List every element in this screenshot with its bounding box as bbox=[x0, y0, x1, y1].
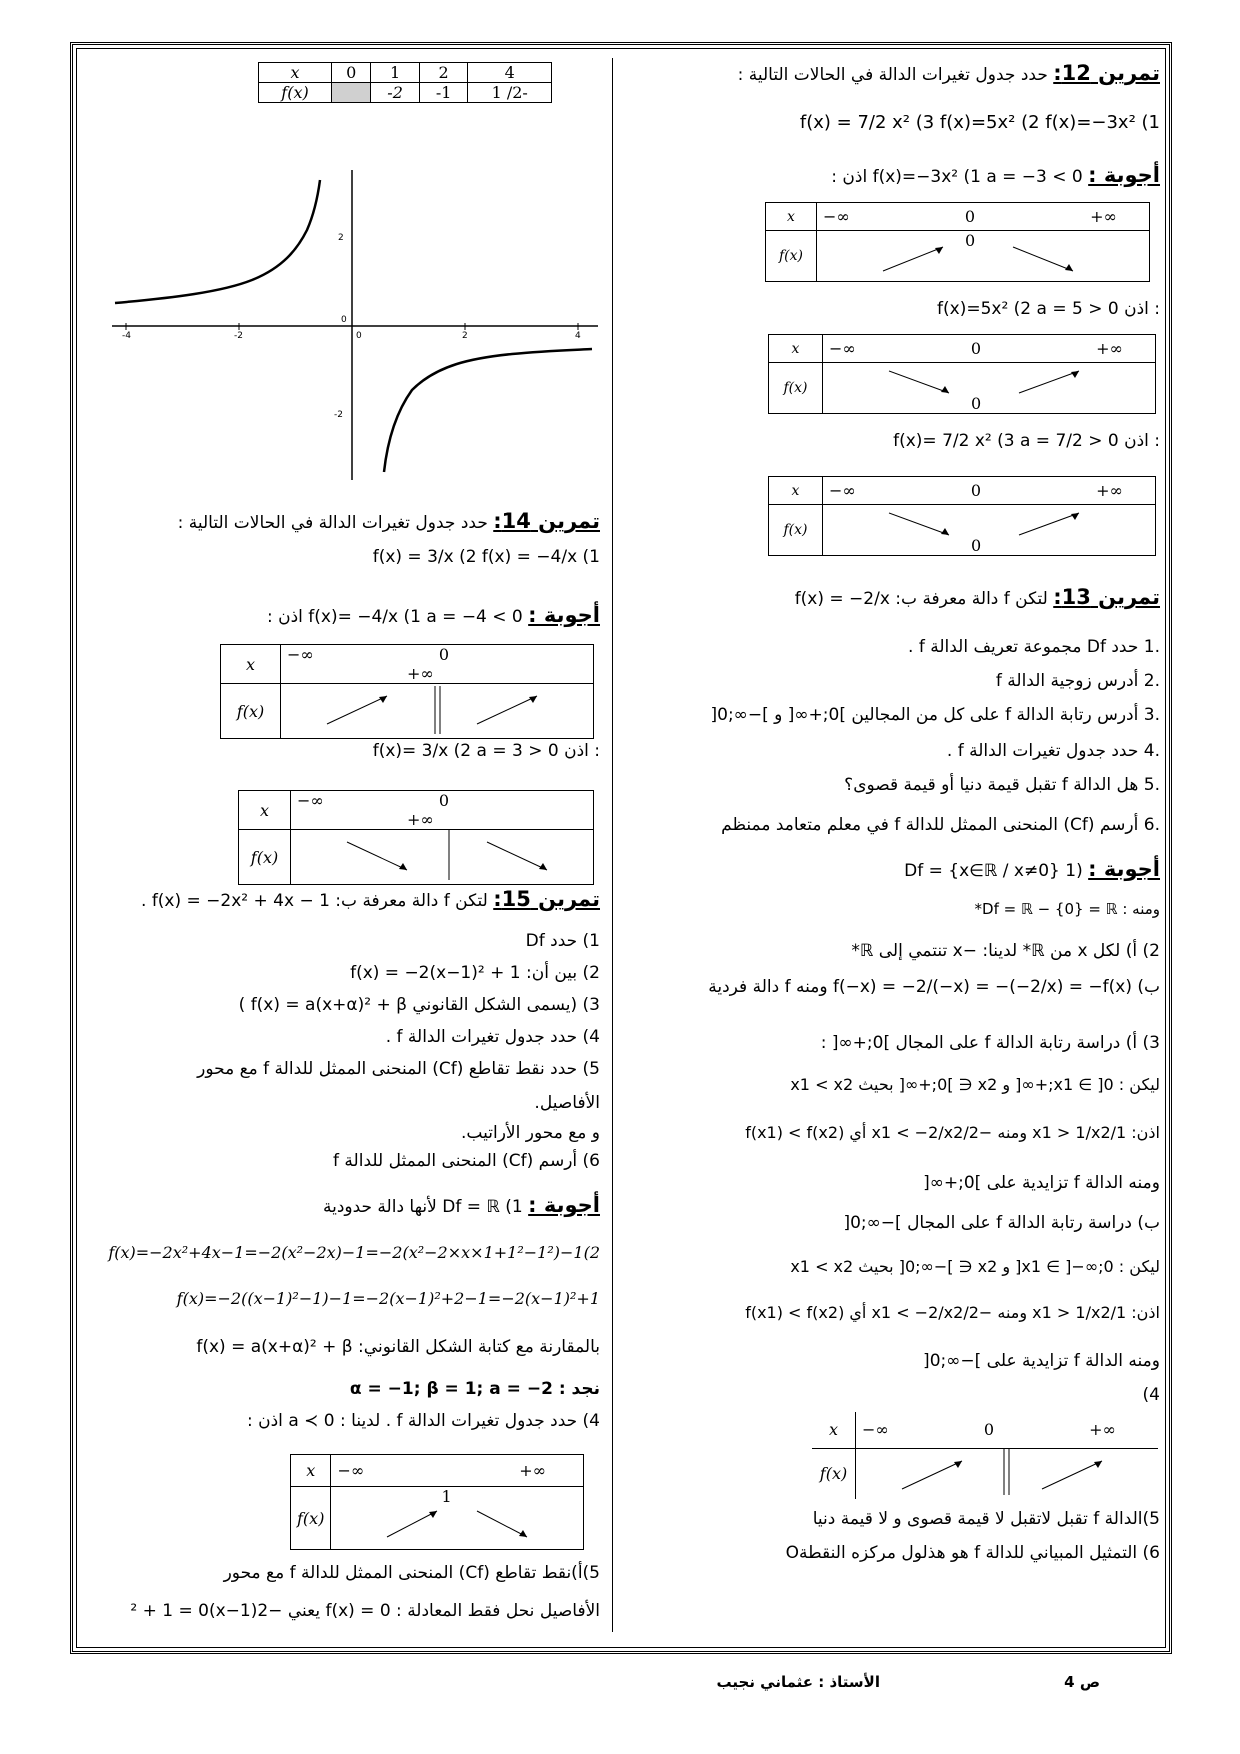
ex14-answer2: f(x)= 3/x (2 a = 3 > 0 اذن : bbox=[372, 741, 600, 761]
arrows-cell bbox=[823, 363, 1156, 414]
zero: 0 bbox=[970, 339, 982, 358]
table-head-x: x bbox=[221, 645, 281, 684]
table-row-label: f(x) bbox=[221, 684, 281, 739]
ex15-answer2: f(x)=−2x²+4x−1=−2(x²−2x)−1=−2(x²−2×x×1+1²−1²)−1(2 bbox=[108, 1243, 600, 1262]
ex15-answer2b: f(x)=−2((x−1)²−1)−1=−2(x−1)²+2−1=−2(x−1)²+1 bbox=[176, 1289, 600, 1308]
decrease-increase-arrows bbox=[829, 505, 1149, 551]
origin-label: 0 bbox=[341, 315, 347, 325]
ex13-item: .1 حدد Df مجموعة تعريف الدالة f . bbox=[908, 637, 1160, 657]
ex15-answers-title: أجوبة : bbox=[528, 1193, 600, 1217]
arrows-cell bbox=[291, 830, 594, 885]
ex15-item: الأفاصيل. bbox=[534, 1093, 600, 1113]
ex12-statement: حدد جدول تغيرات الدالة في الحالات التالية : bbox=[737, 65, 1048, 85]
ex14-statement: حدد جدول تغيرات الدالة في الحالات التالية : bbox=[177, 513, 488, 533]
ex13-answer3g: اذن: 1/x1 > 1/x2 ومنه −2/x1 < −2/x2 أي f(x1) < f(x2) bbox=[745, 1303, 1160, 1322]
zero: 0 bbox=[438, 791, 450, 810]
ex12-answer3: f(x)= 7/2 x² (3 a = 7/2 > 0 اذن : bbox=[893, 431, 1160, 451]
minus-infinity: −∞ bbox=[862, 1420, 889, 1440]
increasing-arrows bbox=[287, 684, 587, 734]
origin-label: 0 bbox=[356, 331, 362, 341]
ex15-answer5b: الأفاصيل نحل فقط المعادلة : f(x) = 0 يعني −2(x−1)² + 1 = 0 bbox=[130, 1601, 600, 1621]
ex15-item: 1) حدد Df bbox=[525, 931, 600, 951]
minus-infinity: −∞ bbox=[287, 645, 314, 664]
y-tick-label: -2 bbox=[334, 410, 343, 420]
ex14-cases: f(x) = 3/x (2 f(x) = −4/x (1 bbox=[372, 547, 600, 567]
values-table bbox=[258, 62, 552, 103]
increase-decrease-arrows bbox=[337, 1487, 577, 1545]
ex13-answer3f: ليكن : x1 ∈ ]−∞;0[ و x2 ∈ ]−∞;0[ بحيث x1 < x2 bbox=[790, 1257, 1160, 1276]
ex15-answer2c: بالمقارنة مع كتابة الشكل القانوني: f(x) = a(x+α)² + β bbox=[196, 1337, 600, 1357]
ex13-answer3h: ومنه الدالة f تزايدية على ]−∞;0[ bbox=[923, 1351, 1160, 1371]
values-table-cell: -2 bbox=[371, 83, 420, 103]
ex14-answer1-line bbox=[150, 604, 600, 628]
table-head-values bbox=[817, 203, 1150, 231]
ex15-item: 2) بين أن: f(x) = −2(x−1)² + 1 bbox=[350, 963, 600, 983]
ex13-statement: لتكن f دالة معرفة ب: f(x) = −2/x bbox=[794, 589, 1048, 609]
plus-infinity: +∞ bbox=[1096, 481, 1123, 500]
x-tick-label: -4 bbox=[122, 331, 131, 341]
max-value: 1 bbox=[441, 1487, 452, 1506]
minus-infinity: −∞ bbox=[823, 207, 850, 226]
ex14-title: تمرين 14: bbox=[493, 509, 600, 533]
table-row-label: f(x) bbox=[769, 505, 823, 556]
ex15-answer1-line bbox=[104, 1194, 600, 1218]
ex13-answer1b: ومنه : Df = ℝ − {0} = ℝ* bbox=[974, 900, 1160, 918]
values-table-cell: 4 bbox=[468, 63, 552, 83]
ex13-answer3b: ليكن : x1 ∈ ]0;+∞[ و x2 ∈ ]0;+∞[ بحيث x1 < x2 bbox=[790, 1075, 1160, 1094]
zero: 0 bbox=[970, 481, 982, 500]
values-table-cell: -1 bbox=[419, 83, 468, 103]
table-row-label: f(x) bbox=[812, 1448, 856, 1499]
ex13-answer3d: ومنه الدالة f تزايدية على ]0;+∞[ bbox=[923, 1173, 1160, 1193]
ex13-answer3c: اذن: 1/x1 > 1/x2 ومنه −2/x1 < −2/x2 أي f(x1) < f(x2) bbox=[745, 1123, 1160, 1142]
extremum-value: 0 bbox=[971, 394, 982, 413]
plus-infinity: +∞ bbox=[407, 664, 434, 683]
ex15-answer4: 4) حدد جدول تغيرات الدالة f . لدينا : a ≺ 0 اذن : bbox=[246, 1411, 600, 1431]
ex13-item: .5 هل الدالة f تقبل قيمة دنيا أو قيمة قصوى؟ bbox=[844, 775, 1160, 795]
ex12-answer1-line bbox=[622, 164, 1160, 188]
plus-infinity: +∞ bbox=[1096, 339, 1123, 358]
ex13-answer1: (1 Df = {x∈ℝ / x≠0} bbox=[904, 861, 1083, 881]
minus-infinity: −∞ bbox=[829, 339, 856, 358]
values-table-cell-shaded bbox=[332, 83, 371, 103]
plus-infinity: +∞ bbox=[1090, 207, 1117, 226]
column-divider bbox=[612, 58, 613, 1632]
ex13-item: .2 أدرس زوجية الدالة f bbox=[995, 671, 1160, 691]
table-head-x: x bbox=[766, 203, 817, 231]
arrows-cell bbox=[823, 505, 1156, 556]
values-table-cell: 1 bbox=[371, 63, 420, 83]
values-table-cell: 2 bbox=[419, 63, 468, 83]
ex12-answers-title: أجوبة : bbox=[1088, 163, 1160, 187]
ex12-cases: f(x) = 7/2 x² (3 f(x)=5x² (2 f(x)=−3x² (1 bbox=[799, 112, 1160, 133]
table-head-values bbox=[823, 477, 1156, 505]
values-table-cell: f(x) bbox=[259, 83, 332, 103]
ex12-answer2: f(x)=5x² (2 a = 5 > 0 اذن : bbox=[937, 299, 1160, 319]
table-head-x: x bbox=[769, 477, 823, 505]
ex13-item: .6 أرسم (Cf) المنحنى الممثل للدالة f في معلم متعامد ممنظم bbox=[721, 815, 1160, 835]
plus-infinity: +∞ bbox=[1089, 1420, 1116, 1440]
hyperbola-branch-left bbox=[115, 180, 320, 303]
minus-infinity: −∞ bbox=[297, 791, 324, 810]
ex12-variation-table-1 bbox=[765, 202, 1150, 282]
ex13-item: .3 أدرس رتابة الدالة f على كل من المجالين ]0;+∞[ و ]−∞;0[ bbox=[710, 705, 1160, 725]
y-tick-label: 2 bbox=[338, 233, 344, 243]
arrows-cell bbox=[856, 1448, 1159, 1499]
x-tick-label: 2 bbox=[462, 331, 468, 341]
ex13-answer3e: ب) دراسة رتابة الدالة f على المجال ]−∞;0[ bbox=[843, 1213, 1160, 1233]
table-head-values bbox=[281, 645, 594, 684]
ex14-answer1: f(x)= −4/x (1 a = −4 < 0 اذن : bbox=[266, 607, 523, 627]
zero: 0 bbox=[983, 1420, 995, 1440]
ex15-variation-table bbox=[290, 1454, 584, 1550]
ex13-answer6: 6) التمثيل المبياني للدالة f هو هذلول مركزه النقطةO bbox=[785, 1543, 1160, 1563]
table-head-values bbox=[823, 335, 1156, 363]
ex12-variation-table-2 bbox=[768, 334, 1156, 414]
ex13-answer2: 2) أ) لكل x من ℝ* لدينا: −x تنتمي إلى ℝ* bbox=[851, 941, 1160, 961]
ex13-answer2b: ب) f(−x) = −2/(−x) = −(−2/x) = −f(x) ومنه f دالة فردية bbox=[708, 977, 1160, 997]
table-head-x: x bbox=[239, 791, 291, 830]
ex15-item: 6) أرسم (Cf) المنحنى الممثل للدالة f bbox=[333, 1151, 600, 1171]
table-row-label: f(x) bbox=[769, 363, 823, 414]
ex12-variation-table-3 bbox=[768, 476, 1156, 556]
ex15-heading bbox=[104, 888, 600, 912]
hyperbola-graph bbox=[112, 170, 598, 480]
values-table-cell: 1 /2- bbox=[468, 83, 552, 103]
ex15-item: 5) حدد نقط تقاطع (Cf) المنحنى الممثل للدالة f مع محور bbox=[197, 1059, 600, 1079]
hyperbola-branch-right bbox=[384, 349, 592, 472]
plus-infinity: +∞ bbox=[407, 810, 434, 829]
arrows-cell bbox=[331, 1487, 584, 1550]
ex13-title: تمرين 13: bbox=[1053, 585, 1160, 609]
ex14-variation-table-1 bbox=[220, 644, 594, 739]
increase-decrease-arrows bbox=[823, 231, 1143, 277]
arrows-cell bbox=[817, 231, 1150, 282]
zero: 0 bbox=[438, 645, 450, 664]
table-row-label: f(x) bbox=[766, 231, 817, 282]
page-number: ص 4 bbox=[1064, 1673, 1100, 1691]
ex13-answer5: 5)الدالة f تقبل لاتقبل لا قيمة قصوى و لا قيمة دنيا bbox=[812, 1509, 1160, 1529]
plus-infinity: +∞ bbox=[519, 1461, 546, 1480]
ex13-answer3: 3) أ) دراسة رتابة الدالة f على المجال ]0;+∞[ : bbox=[820, 1033, 1160, 1053]
ex12-title: تمرين 12: bbox=[1053, 61, 1160, 85]
ex13-answer4: (4 bbox=[1142, 1385, 1160, 1405]
table-row-label: f(x) bbox=[291, 1487, 331, 1550]
ex15-answer2d: نجد : α = −1; β = 1; a = −2 bbox=[349, 1379, 600, 1399]
x-tick-label: 4 bbox=[575, 331, 581, 341]
ex13-variation-table bbox=[812, 1412, 1158, 1499]
values-table-cell: x bbox=[259, 63, 332, 83]
ex15-answer5: 5)أ)نقط تقاطع (Cf) المنحنى الممثل للدالة f مع محور bbox=[223, 1563, 600, 1583]
teacher-name: الأستاذ : عثماني نجيب bbox=[716, 1673, 880, 1691]
table-head-values bbox=[856, 1412, 1159, 1448]
decrease-increase-arrows bbox=[829, 363, 1149, 409]
ex13-answer1-line bbox=[622, 858, 1160, 882]
zero: 0 bbox=[964, 207, 976, 226]
increasing-arrows bbox=[862, 1449, 1152, 1495]
ex14-variation-table-2 bbox=[238, 790, 594, 885]
ex13-heading bbox=[622, 586, 1160, 610]
ex15-item: 4) حدد جدول تغيرات الدالة f . bbox=[385, 1027, 600, 1047]
ex12-heading bbox=[622, 62, 1160, 86]
ex15-answer1: 1) Df = ℝ لأنها دالة حدودية bbox=[322, 1197, 523, 1217]
decreasing-arrows bbox=[297, 830, 587, 880]
arrows-cell bbox=[281, 684, 594, 739]
values-table-cell: 0 bbox=[332, 63, 371, 83]
table-head-values bbox=[331, 1455, 584, 1487]
x-tick-label: -2 bbox=[234, 331, 243, 341]
ex14-answers-title: أجوبة : bbox=[528, 603, 600, 627]
ex15-title: تمرين 15: bbox=[493, 887, 600, 911]
extremum-value: 0 bbox=[965, 231, 976, 250]
minus-infinity: −∞ bbox=[829, 481, 856, 500]
ex13-item: .4 حدد جدول تغيرات الدالة f . bbox=[946, 741, 1160, 761]
table-head-values bbox=[291, 791, 594, 830]
table-row-label: f(x) bbox=[239, 830, 291, 885]
ex15-item: 3) (يسمى الشكل القانوني f(x) = a(x+α)² + β ) bbox=[238, 995, 600, 1015]
table-head-x: x bbox=[291, 1455, 331, 1487]
ex12-answer1: f(x)=−3x² (1 a = −3 < 0 اذن : bbox=[831, 167, 1083, 187]
ex15-statement: لتكن f دالة معرفة ب: f(x) = −2x² + 4x − 1 . bbox=[141, 891, 488, 911]
ex15-item: و مع محور الأراتيب. bbox=[461, 1123, 600, 1143]
ex14-heading bbox=[150, 510, 600, 534]
table-head-x: x bbox=[769, 335, 823, 363]
table-head-x: x bbox=[812, 1412, 856, 1448]
minus-infinity: −∞ bbox=[337, 1461, 365, 1480]
ex13-answers-title: أجوبة : bbox=[1088, 857, 1160, 881]
extremum-value: 0 bbox=[971, 536, 982, 555]
